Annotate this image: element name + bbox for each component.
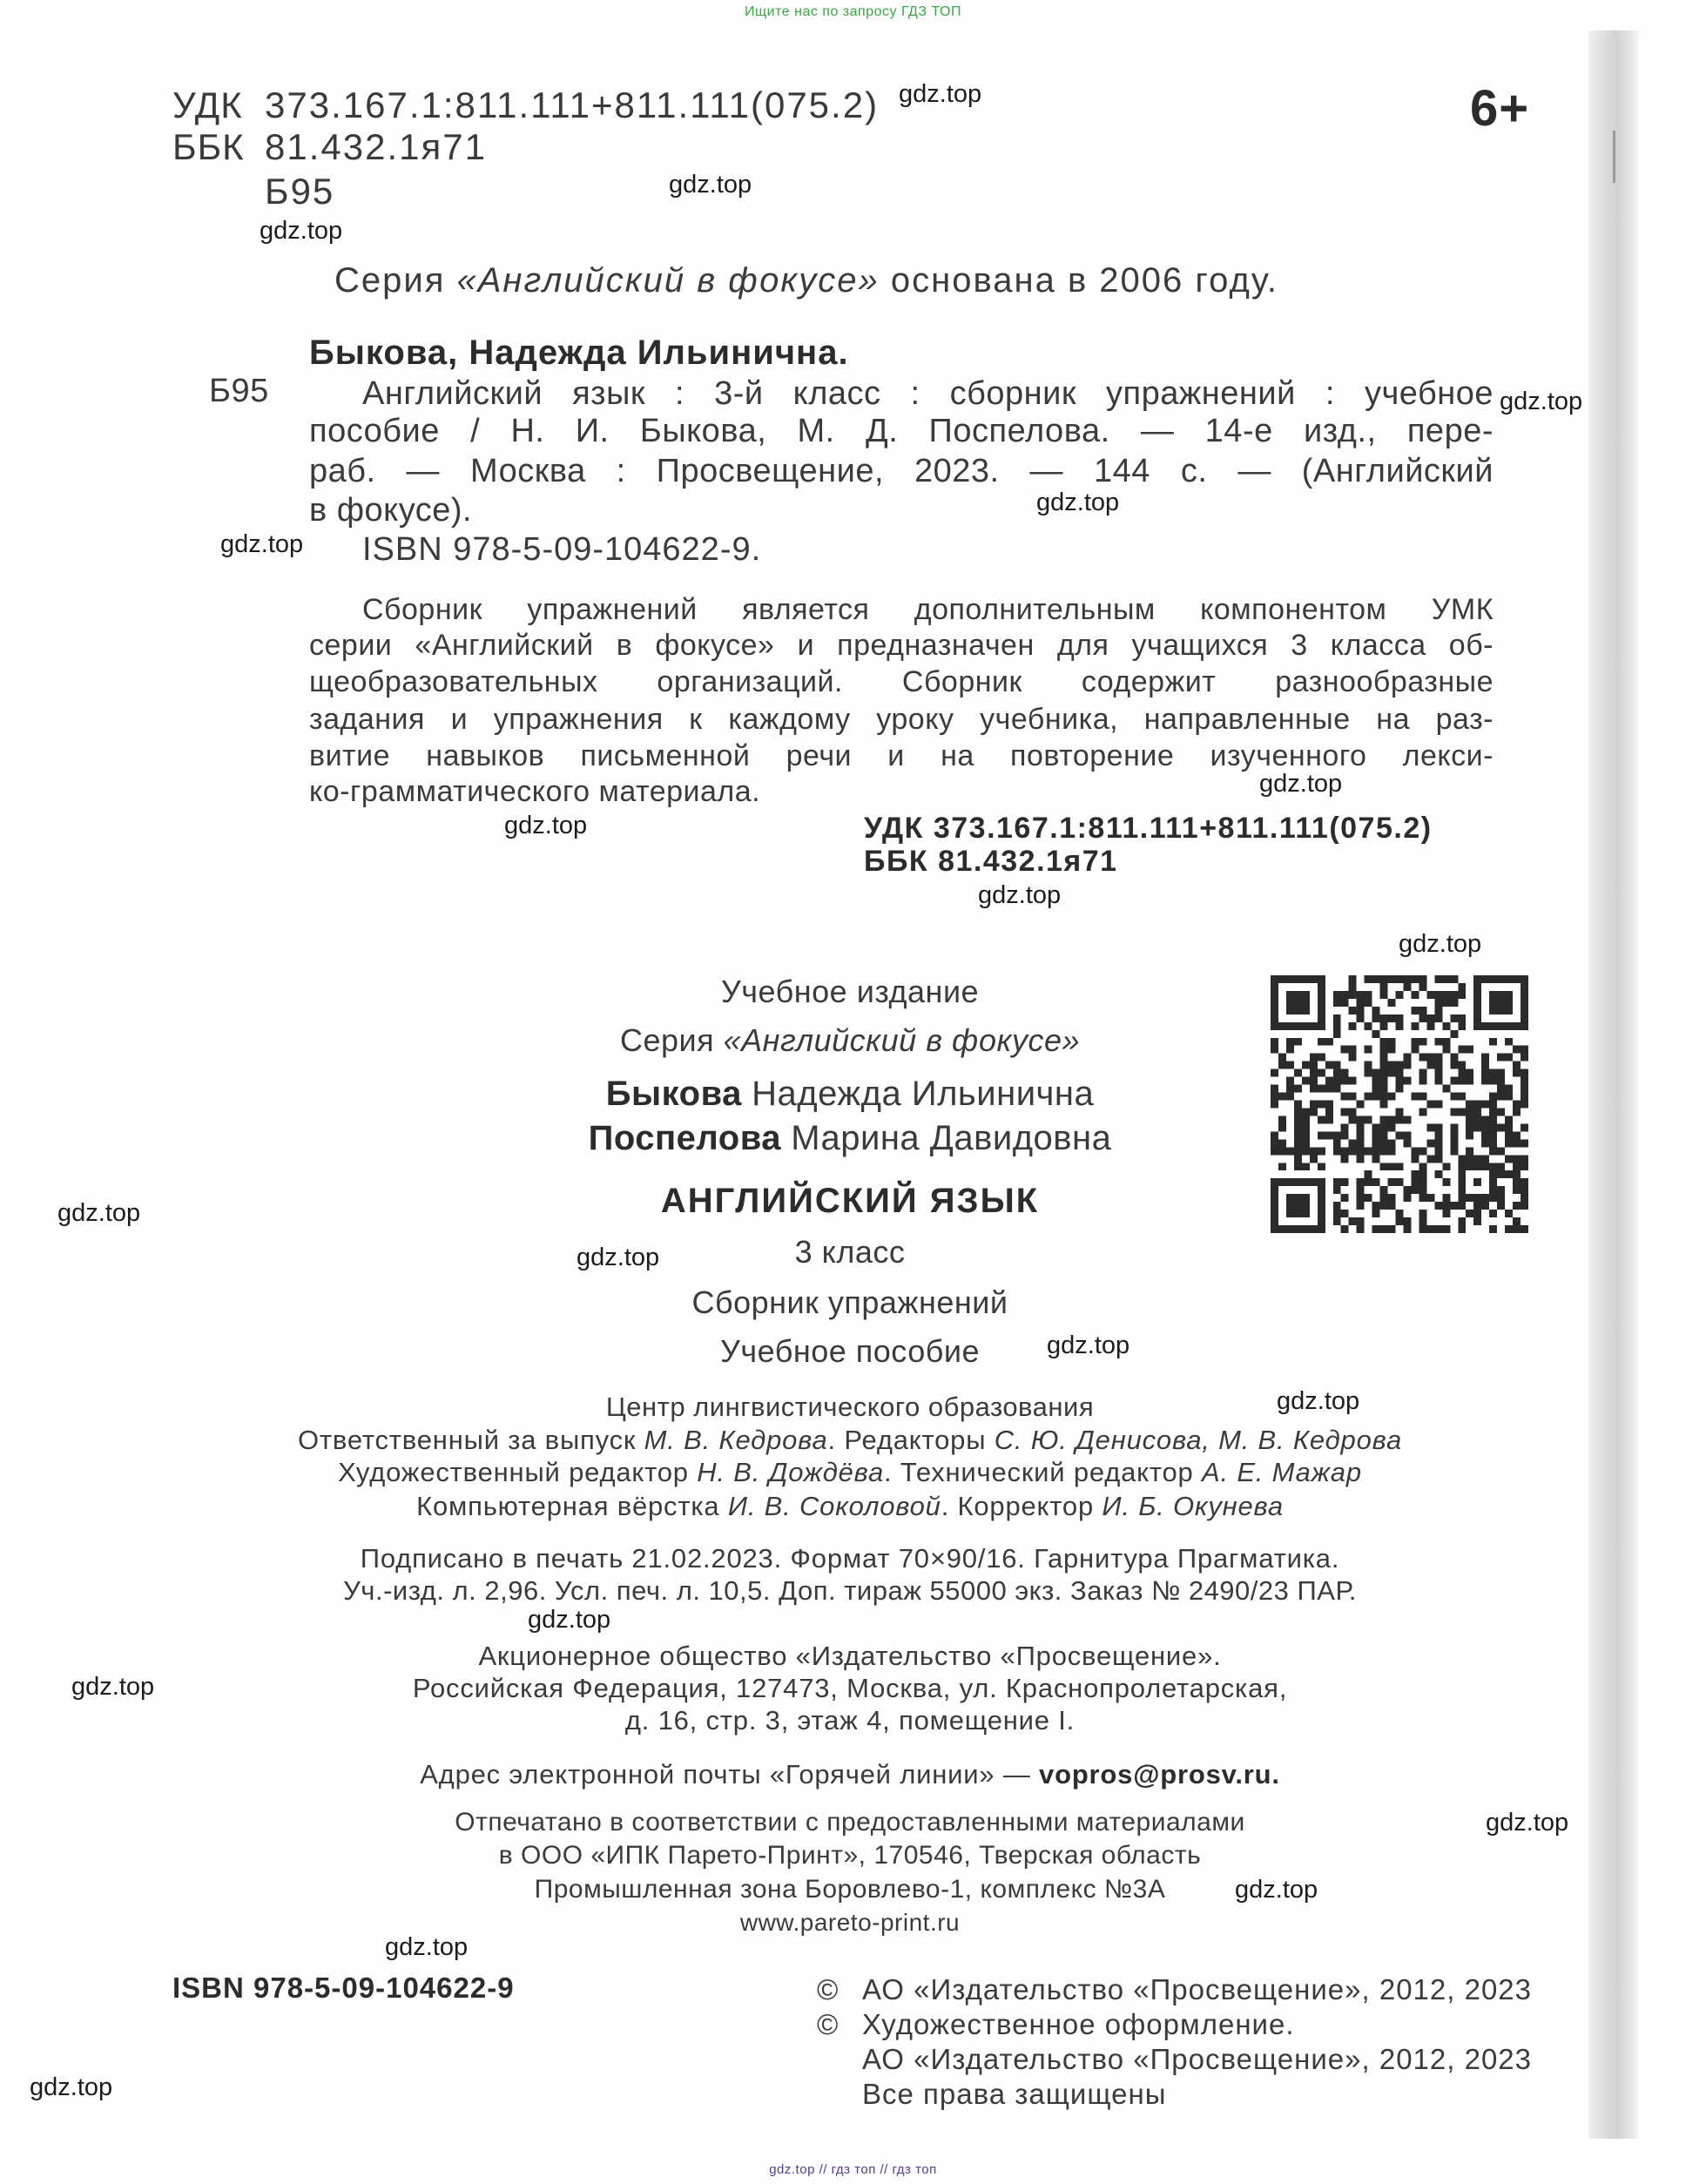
copyright-rights: Все права защищены [862, 2078, 1167, 2110]
abstract-line: задания и упражнения к каждому уроку учебника, направленные на раз- [309, 703, 1494, 736]
printer-line: в ООО «ИПК Парето-Принт», 170546, Тверская область [498, 1841, 1202, 1870]
credit-role: . Корректор [941, 1491, 1102, 1521]
printer-website: www.pareto-print.ru [739, 1909, 961, 1936]
watermark: gdz.top [30, 2073, 113, 2101]
bib-line: Английский язык : 3-й класс : сборник упражнений : учебное [362, 375, 1494, 412]
copyright-publisher: АО «Издательство «Просвещение», 2012, 2023 [862, 1973, 1533, 2005]
credit-role: Ответственный за выпуск [298, 1425, 644, 1455]
watermark: gdz.top [1259, 770, 1343, 798]
copyright-symbol: © [817, 2008, 839, 2040]
watermark: gdz.top [504, 812, 588, 839]
watermark: gdz.top [528, 1606, 611, 1634]
imprint-series-prefix: Серия [619, 1022, 724, 1058]
credits-line [153, 1425, 1547, 1456]
author-given-names: Надежда Ильинична [752, 1075, 1095, 1113]
credit-role: Компьютерная вёрстка [416, 1491, 728, 1521]
printer-line: Отпечатано в соответствии с предоставленными материалами [455, 1808, 1245, 1837]
udk-label: УДК [172, 84, 243, 125]
department: Центр лингвистического образования [605, 1392, 1095, 1422]
watermark: gdz.top [669, 171, 752, 199]
bib-line: в фокусе). [309, 492, 473, 529]
hotline-label: Адрес электронной почты «Горячей линии» — [420, 1759, 1040, 1790]
credits-line [153, 1457, 1547, 1488]
publication-type: Учебное пособие [720, 1333, 980, 1369]
credits-line [153, 1491, 1547, 1522]
imprint-series-name: «Английский в фокусе» [723, 1022, 1081, 1058]
watermark: gdz.top [1399, 930, 1482, 958]
credit-role: . Редакторы [827, 1425, 995, 1455]
series-note-suffix: основана в 2006 году. [879, 261, 1278, 300]
publisher-address: д. 16, стр. 3, этаж 4, помещение I. [624, 1705, 1076, 1736]
credit-role: Художественный редактор [338, 1457, 698, 1487]
printer-line: Промышленная зона Боровлево-1, комплекс №3А [534, 1875, 1166, 1904]
imprint-series [153, 1022, 1547, 1058]
isbn: ISBN 978-5-09-104622-9 [172, 1972, 515, 2004]
watermark: gdz.top [899, 80, 982, 108]
abstract-line: щеобразовательных организаций. Сборник содержит разнообразные [309, 665, 1494, 698]
credit-person: С. Ю. Денисова, М. В. Кедрова [994, 1425, 1402, 1455]
watermark: gdz.top [1036, 489, 1120, 516]
classification-udk: УДК 373.167.1:811.111+811.111(075.2) [864, 812, 1433, 845]
footer-text: gdz.top // гдз топ // гдз топ [769, 2162, 937, 2177]
publisher-name: Акционерное общество «Издательство «Просвещение». [478, 1641, 1222, 1671]
copyright-symbol: © [817, 1973, 839, 2005]
credit-person: Н. В. Дождёва [697, 1457, 885, 1487]
abstract-line: Сборник упражнений является дополнительным компонентом УМК [362, 593, 1494, 626]
watermark: gdz.top [577, 1244, 660, 1271]
bbk-value: 81.432.1я71 [265, 126, 487, 167]
bib-line: пособие / Н. И. Быкова, М. Д. Поспелова. — 14-е изд., пере- [309, 413, 1494, 449]
copyright-art-design-holder: АО «Издательство «Просвещение», 2012, 2023 [862, 2043, 1533, 2075]
imprint-author [153, 1118, 1547, 1158]
abstract-line: ко-грамматического материала. [309, 775, 761, 808]
book-title: АНГЛИЙСКИЙ ЯЗЫК [660, 1182, 1040, 1220]
age-rating: 6+ [1470, 80, 1530, 137]
bib-isbn: ISBN 978-5-09-104622-9. [362, 531, 762, 568]
hotline-email: vopros@prosv.ru. [1039, 1759, 1280, 1790]
imprint-author [153, 1074, 1547, 1114]
watermark: gdz.top [57, 1199, 141, 1227]
watermark: gdz.top [978, 881, 1062, 909]
hotline [153, 1759, 1547, 1790]
watermark: gdz.top [1277, 1387, 1360, 1415]
header-bbk [172, 126, 487, 168]
credit-role: . Технический редактор [884, 1457, 1203, 1487]
print-sheets: Уч.-изд. л. 2,96. Усл. печ. л. 10,5. Доп. тираж 55000 экз. Заказ № 2490/23 ПАР. [343, 1575, 1357, 1606]
watermark: gdz.top [1047, 1331, 1130, 1359]
bbk-label: ББК [172, 126, 245, 167]
watermark: gdz.top [1500, 388, 1583, 415]
copyright-art-design: Художественное оформление. [862, 2008, 1295, 2040]
watermark: gdz.top [1486, 1809, 1569, 1837]
header-author-mark: Б95 [265, 171, 335, 212]
header-udk [172, 84, 879, 126]
bib-line: раб. — Москва : Просвещение, 2023. — 144 с. — (Английский [309, 453, 1494, 489]
abstract-line: витие навыков письменной речи и на повторение изученного лекси- [309, 739, 1494, 772]
page-edge-mark [1613, 131, 1615, 183]
book-subtitle: Сборник упражнений [691, 1284, 1008, 1320]
bib-author-mark: Б95 [209, 373, 269, 409]
series-note-prefix: Серия [334, 261, 457, 300]
watermark: gdz.top [260, 217, 343, 245]
credit-person: И. В. Соколовой [727, 1491, 941, 1521]
author-surname: Поспелова [588, 1119, 782, 1157]
page-edge-shadow [1588, 30, 1639, 2139]
series-note-name: «Английский в фокусе» [456, 261, 880, 300]
series-note [334, 260, 1278, 300]
credit-person: И. Б. Окунева [1102, 1491, 1284, 1521]
watermark: gdz.top [220, 530, 304, 558]
udk-value: 373.167.1:811.111+811.111(075.2) [265, 84, 880, 125]
bib-author-heading: Быкова, Надежда Ильинична. [309, 334, 849, 372]
author-surname: Быкова [605, 1075, 742, 1113]
classification-bbk: ББК 81.432.1я71 [864, 845, 1118, 878]
credit-person: А. Е. Мажар [1202, 1457, 1362, 1487]
watermark: gdz.top [1235, 1876, 1318, 1904]
author-given-names: Марина Давидовна [791, 1119, 1112, 1157]
credit-person: М. В. Кедрова [644, 1425, 828, 1455]
publisher-address: Российская Федерация, 127473, Москва, ул. Краснопролетарская, [412, 1673, 1288, 1703]
edition-type: Учебное издание [720, 974, 980, 1009]
watermark: gdz.top [385, 1933, 469, 1961]
grade: 3 класс [794, 1234, 906, 1270]
print-signed: Подписано в печать 21.02.2023. Формат 70×90/16. Гарнитура Прагматика. [360, 1543, 1340, 1574]
watermark: gdz.top [71, 1673, 155, 1701]
abstract-line: серии «Английский в фокусе» и предназначен для учащихся 3 класса об- [309, 629, 1494, 662]
top-banner: Ищите нас по запросу ГДЗ ТОП [745, 4, 961, 19]
